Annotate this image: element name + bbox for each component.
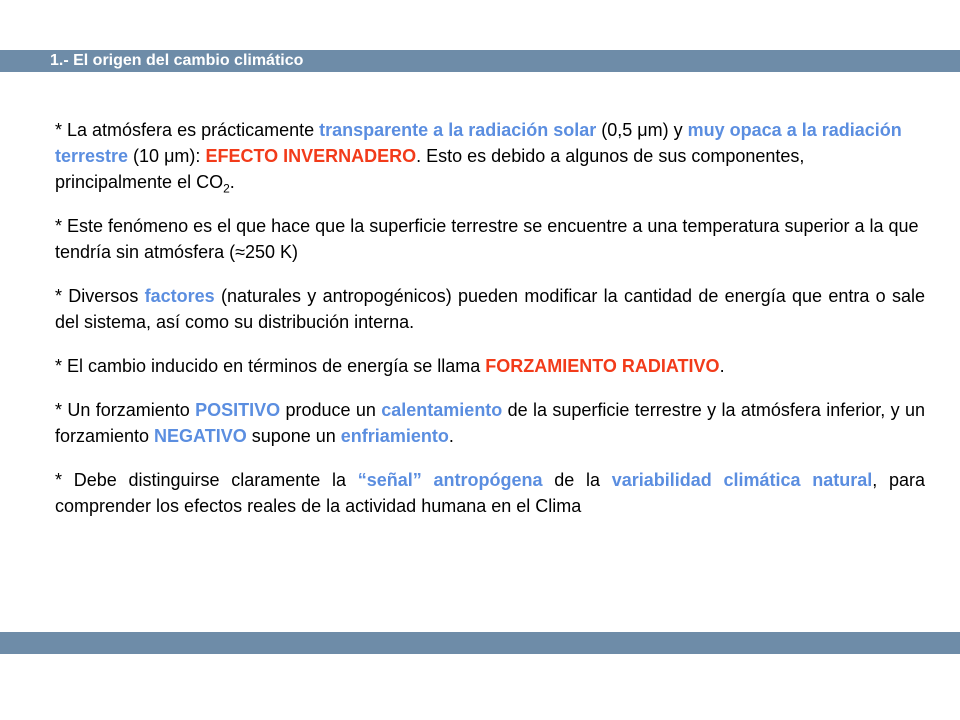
text: * Un forzamiento <box>55 400 196 420</box>
text: * Este fenómeno es el que hace que la superficie terrestre se encuentre a una temperatura superior a la que tendría sin atmósfera (≈250 K) <box>55 216 919 262</box>
paragraph-anthropogenic-signal <box>55 467 925 519</box>
text: (naturales y antropogénicos) pueden modificar la cantidad de energía que entra o sale del sistema, así como su distribución interna. <box>55 286 925 332</box>
text: produce un <box>280 400 382 420</box>
highlight-cooling: enfriamiento <box>340 426 449 446</box>
highlight-solar-transparency: transparente a la radiación solar <box>319 120 597 140</box>
text: , para comprender los efectos reales de la actividad humana en el Clima <box>55 470 926 516</box>
highlight-negative: NEGATIVO <box>154 426 247 446</box>
text: . <box>719 356 725 376</box>
text: (10 μm): <box>128 146 206 166</box>
paragraph-surface-temperature <box>55 213 925 265</box>
slide-title: 1.- El origen del cambio climático <box>50 52 304 69</box>
paragraph-radiative-forcing <box>55 353 925 379</box>
text: * La atmósfera es prácticamente <box>55 120 320 140</box>
text: * Diversos <box>55 286 145 306</box>
highlight-terrestrial-opacity: muy opaca a la radiación terrestre <box>55 120 902 166</box>
text: . <box>229 172 235 192</box>
highlight-natural-variability: variabilidad climática natural <box>611 470 873 490</box>
paragraph-greenhouse-effect <box>55 117 925 195</box>
footer-bar <box>0 632 960 654</box>
text: de la superficie terrestre y la atmósfera inferior, y un forzamiento <box>55 400 925 446</box>
highlight-warming: calentamiento <box>381 400 503 420</box>
paragraph-forcing-sign <box>55 397 925 449</box>
text: * Debe distinguirse claramente la <box>55 470 358 490</box>
highlight-greenhouse-effect: EFECTO INVERNADERO <box>205 146 417 166</box>
highlight-anthropogenic-signal: “señal” antropógena <box>357 470 543 490</box>
co2-subscript: 2 <box>223 181 230 196</box>
highlight-radiative-forcing: FORZAMIENTO RADIATIVO <box>485 356 720 376</box>
text: de la <box>542 470 612 490</box>
text: . <box>448 426 454 446</box>
text: (0,5 μm) y <box>596 120 688 140</box>
text: * El cambio inducido en términos de energía se llama <box>55 356 486 376</box>
highlight-positive: POSITIVO <box>195 400 281 420</box>
text: supone un <box>246 426 341 446</box>
slide-content <box>55 117 925 537</box>
highlight-factors: factores <box>144 286 215 306</box>
text: . Esto es debido a algunos de sus componentes, principalmente el CO <box>55 146 805 192</box>
paragraph-factors <box>55 283 925 335</box>
